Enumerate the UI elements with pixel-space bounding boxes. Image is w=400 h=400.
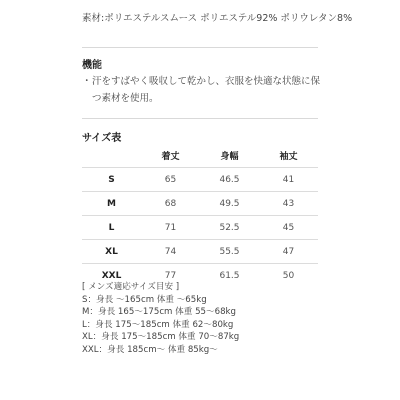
features-title: 機能: [82, 60, 102, 71]
size-guide: [82, 281, 322, 357]
size-name-cell: XL: [82, 240, 141, 264]
table-cell: 52.5: [200, 216, 259, 240]
size-table: [82, 144, 318, 287]
header-cell-width: 身幅: [200, 144, 259, 168]
header-cell-sleeve: 袖丈: [259, 144, 318, 168]
size-chart-title: サイズ表: [82, 133, 122, 144]
table-cell: 55.5: [200, 240, 259, 264]
table-cell: 47: [259, 240, 318, 264]
divider: [82, 47, 318, 48]
feature-item: [82, 73, 322, 107]
size-guide-title: [ メンズ適応サイズ目安 ]: [82, 282, 180, 292]
size-guide-line: M：身長 165～175cm 体重 55～68kg: [82, 307, 236, 318]
table-cell: 61.5: [219, 270, 240, 281]
table-row: [82, 216, 318, 240]
size-name-cell: XXL: [101, 270, 122, 281]
size-guide-line: S：身長 ～165cm 体重 ～65kg: [82, 294, 207, 305]
size-name-cell: L: [82, 216, 141, 240]
table-cell: 74: [141, 240, 200, 264]
size-guide-line: L：身長 175～185cm 体重 62～80kg: [82, 319, 234, 330]
table-row: [82, 240, 318, 264]
feature-text: 汗をすばやく吸収して乾かし、衣服を快適な状態に保つ素材を使用。: [92, 76, 321, 104]
header-cell-length: 着丈: [141, 144, 200, 168]
header-cell-size: [82, 144, 141, 168]
table-cell: 41: [259, 168, 318, 192]
table-cell: 50: [282, 270, 295, 281]
divider: [82, 118, 318, 119]
table-cell: 68: [141, 192, 200, 216]
table-row: [82, 168, 318, 192]
table-cell: 45: [259, 216, 318, 240]
size-name-cell: S: [82, 168, 141, 192]
size-guide-line: XL：身長 175～185cm 体重 70～87kg: [82, 332, 240, 343]
table-cell: 46.5: [200, 168, 259, 192]
table-row: [82, 192, 318, 216]
bullet-mark: ・: [82, 76, 92, 87]
size-name-cell: M: [82, 192, 141, 216]
table-cell: 65: [141, 168, 200, 192]
size-guide-line: XXL：身長 185cm～ 体重 85kg～: [82, 344, 218, 355]
table-cell: 43: [259, 192, 318, 216]
table-cell: 77: [164, 270, 177, 281]
material-text: 素材:ポリエステルスムース ポリエステル92% ポリウレタン8%: [82, 13, 353, 24]
table-cell: 71: [141, 216, 200, 240]
table-cell: 49.5: [200, 192, 259, 216]
size-table-header-row: [82, 144, 318, 168]
